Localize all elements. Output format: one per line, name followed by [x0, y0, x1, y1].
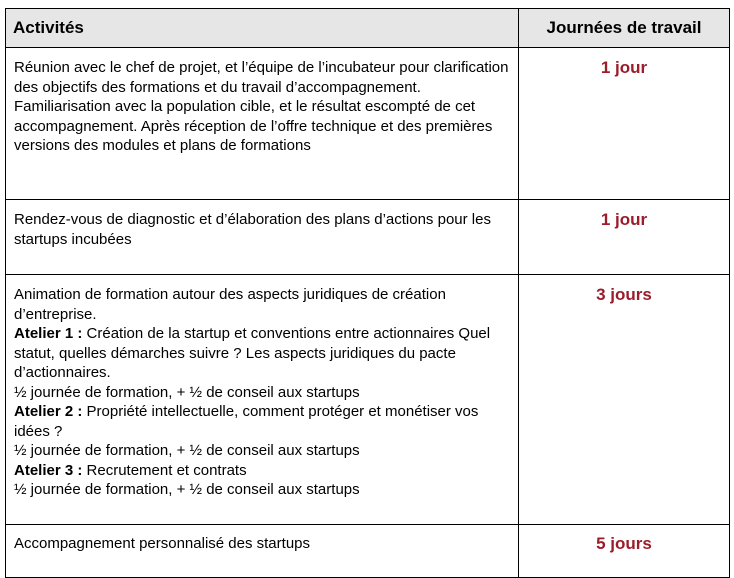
- activity-cell: Réunion avec le chef de projet, et l’équipe de l’incubateur pour clarification des objectifs des formations et du travail d’accompagnement. Familiarisation avec la population cible, et le résultat escompté de cet accompagnement. Après réception de l’offre technique et des premières versions des modules et plans de formations: [6, 48, 519, 200]
- activities-table: [5, 8, 730, 578]
- atelier-3-label: Atelier 3 :: [14, 461, 83, 479]
- table-header-row: [6, 9, 730, 48]
- table-row: [6, 48, 730, 200]
- activity-cell: Rendez-vous de diagnostic et d’élaboration des plans d’actions pour les startups incubées: [6, 200, 519, 275]
- atelier-2-note: ½ journée de formation, + ½ de conseil aux startups: [14, 442, 360, 459]
- table-row: [6, 200, 730, 275]
- days-cell: 5 jours: [519, 525, 730, 578]
- activity-cell: Accompagnement personnalisé des startups: [6, 525, 519, 578]
- atelier-1: [14, 324, 510, 383]
- activity-cell: [6, 275, 519, 525]
- days-cell: 3 jours: [519, 275, 730, 525]
- atelier-3: [14, 461, 510, 481]
- atelier-3-text: Recrutement et contrats: [82, 461, 247, 479]
- atelier-1-label: Atelier 1 :: [14, 325, 83, 342]
- days-cell: 1 jour: [519, 48, 730, 200]
- atelier-1-note: ½ journée de formation, + ½ de conseil aux startups: [14, 383, 360, 401]
- header-working-days: Journées de travail: [519, 9, 730, 48]
- table-row: [6, 525, 730, 578]
- training-intro: Animation de formation autour des aspects juridiques de création d’entreprise.: [14, 286, 446, 323]
- atelier-2-text: Propriété intellectuelle, comment protéger et monétiser vos idées ?: [14, 403, 479, 440]
- atelier-2: [14, 402, 510, 441]
- header-activities: Activités: [6, 9, 519, 48]
- atelier-3-note: ½ journée de formation, + ½ de conseil aux startups: [14, 481, 360, 498]
- atelier-2-label: Atelier 2 :: [14, 403, 83, 420]
- table-row: [6, 275, 730, 525]
- days-cell: 1 jour: [519, 200, 730, 275]
- atelier-1-text: Création de la startup et conventions entre actionnaires Quel statut, quelles démarches suivre ? Les aspects juridiques du pacte d’actionnaires.: [14, 325, 491, 381]
